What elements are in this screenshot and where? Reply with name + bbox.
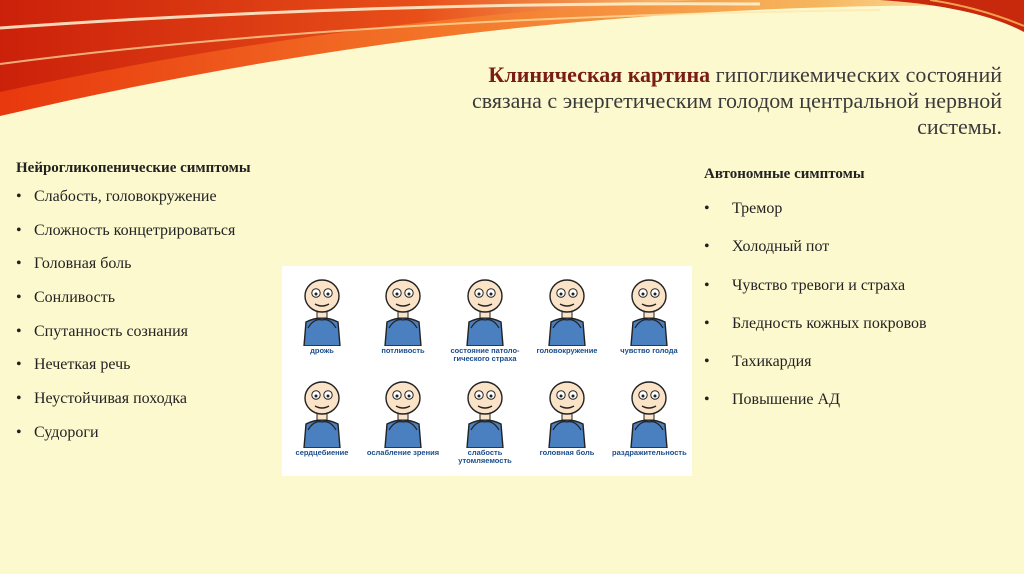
list-item: • Чувство тревоги и страха <box>704 276 906 294</box>
cartoon-figure-icon <box>537 374 597 448</box>
title-accent: Клиническая картина <box>488 62 711 87</box>
list-item: • Спутанность сознания <box>16 322 189 340</box>
figure-fear: состояние патоло-гического страха <box>448 272 522 372</box>
list-item: • Неустойчивая походка <box>16 390 187 408</box>
autonomic-heading: Автономные симптомы <box>704 166 865 182</box>
autonomic-list <box>704 166 1014 427</box>
figure-headache: головная боль <box>530 374 604 474</box>
list-item: • Судороги <box>16 423 99 441</box>
cartoon-figure-icon <box>619 374 679 448</box>
list-item: • Бледность кожных покровов <box>704 314 927 332</box>
title-line2: связана с энергетическим голодом центральной нервной <box>471 88 1002 113</box>
symptom-illustration-panel <box>282 266 692 476</box>
list-item: • Головная боль <box>16 255 132 273</box>
cartoon-figure-icon <box>537 272 597 346</box>
list-item: • Тремор <box>704 200 783 217</box>
cartoon-figure-icon <box>373 374 433 448</box>
figure-sweating: потливость <box>366 272 440 372</box>
figure-hunger: чувство голода <box>612 272 686 372</box>
cartoon-figure-icon <box>619 272 679 346</box>
list-item: • Тахикардия <box>704 353 812 371</box>
list-item: • Повышение АД <box>704 391 840 409</box>
list-item: • Сложность концетрироваться <box>16 221 236 239</box>
list-item: • Сонливость <box>16 289 116 307</box>
figure-dizziness: головокружение <box>530 272 604 372</box>
figure-fatigue: слабость утомляемость <box>448 374 522 474</box>
cartoon-figure-icon <box>455 272 515 346</box>
slide-title <box>300 62 1002 140</box>
list-item: • Холодный пот <box>704 238 830 256</box>
title-line1-rest: гипогликемических состояний <box>710 62 1002 87</box>
cartoon-figure-icon <box>292 272 352 346</box>
figure-vision: ослабление зрения <box>366 374 440 474</box>
cartoon-figure-icon <box>292 374 352 448</box>
cartoon-figure-icon <box>455 374 515 448</box>
list-item: • Нечеткая речь <box>16 356 131 374</box>
title-line3: системы. <box>917 114 1002 139</box>
neuroglycopenic-heading: Нейрогликопенические симптомы <box>16 160 251 176</box>
list-item: • Слабость, головокружение <box>16 188 217 205</box>
cartoon-figure-icon <box>373 272 433 346</box>
figure-palpitations: сердцебиение <box>285 374 359 474</box>
figure-irritability: раздражительность <box>612 374 686 474</box>
figure-tremor: дрожь <box>285 272 359 372</box>
